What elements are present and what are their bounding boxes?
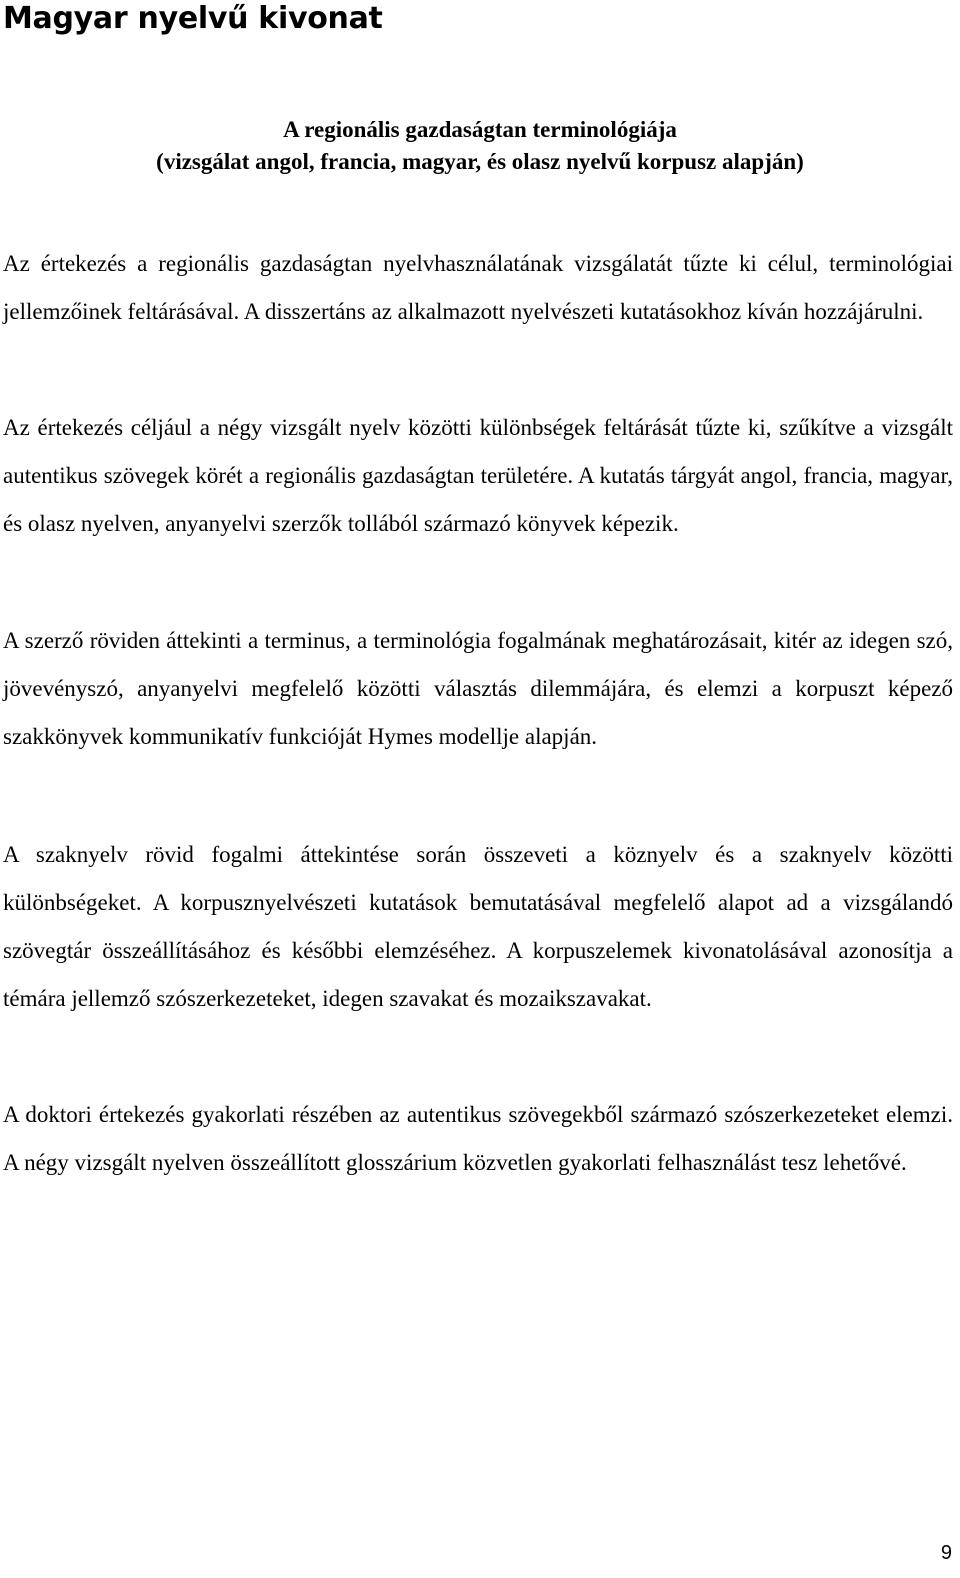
abstract-paragraph-3: A szerző röviden áttekinti a terminus, a terminológia fogalmának meghatározásait, kitér az idegen szó, jövevényszó, anyanyelvi megfelelő közötti választás dilemmájára, és elemzi a korpuszt képező szakkönyvek kommunikatív funkcióját Hymes modellje alapján. [3, 628, 953, 749]
thesis-title [0, 114, 960, 178]
abstract-paragraph-5: A doktori értekezés gyakorlati részében az autentikus szövegekből származó szószerkezeteket elemzi. A négy vizsgált nyelven összeállított glosszárium közvetlen gyakorlati felhasználást tesz lehetővé. [3, 1102, 953, 1175]
page-heading: Magyar nyelvű kivonat [3, 1, 383, 36]
abstract-paragraph-4: A szaknyelv rövid fogalmi áttekintése során összeveti a köznyelv és a szaknyelv közötti különbségeket. A korpusznyelvészeti kutatások bemutatásával megfelelő alapot ad a vizsgálandó szövegtár összeállításához és későbbi elemzéséhez. A korpuszelemek kivonatolásával azonosítja a témára jellemző szószerkezeteket, idegen szavakat és mozaikszavakat. [3, 842, 953, 1011]
page-number: 9 [940, 1542, 952, 1564]
abstract-paragraph-1: Az értekezés a regionális gazdaságtan nyelvhasználatának vizsgálatát tűzte ki célul, terminológiai jellemzőinek feltárásával. A disszertáns az alkalmazott nyelvészeti kutatásokhoz kíván hozzájárulni. [3, 251, 953, 324]
thesis-subtitle-line-2: (vizsgálat angol, francia, magyar, és olasz nyelvű korpusz alapján) [156, 149, 804, 174]
thesis-title-line-1: A regionális gazdaságtan terminológiája [283, 117, 677, 142]
abstract-paragraph-2: Az értekezés céljául a négy vizsgált nyelv közötti különbségek feltárását tűzte ki, szűkítve a vizsgált autentikus szövegek körét a regionális gazdaságtan területére. A kutatás tárgyát angol, francia, magyar, és olasz nyelven, anyanyelvi szerzők tollából származó könyvek képezik. [3, 415, 953, 536]
